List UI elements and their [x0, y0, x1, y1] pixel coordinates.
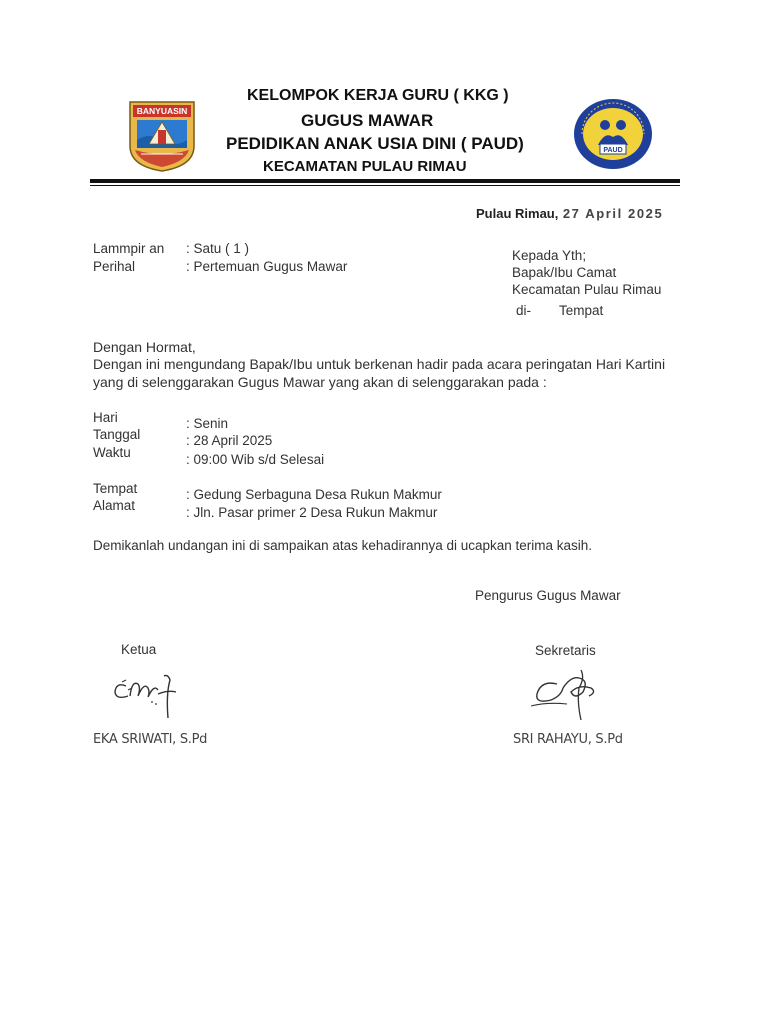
group-name: GUGUS MAWAR — [301, 111, 434, 130]
date-value: 27 April 2025 — [562, 206, 664, 221]
sekretaris-signature — [527, 666, 607, 722]
logo-left-text: BANYUASIN — [136, 106, 188, 116]
waktu-label: Waktu — [93, 445, 131, 460]
ketua-label: Ketua — [121, 642, 157, 657]
perihal-value: : Pertemuan Gugus Mawar — [186, 259, 348, 274]
greeting: Dengan Hormat, — [93, 339, 196, 355]
perihal-label: Perihal — [93, 259, 136, 274]
logo-right-text: PAUD — [603, 147, 623, 154]
alamat-value: : Jln. Pasar primer 2 Desa Rukun Makmur — [186, 505, 438, 520]
sekretaris-name: SRI RAHAYU, S.Pd — [513, 732, 623, 747]
banyuasin-logo — [127, 100, 197, 172]
intro-line-2: yang di selenggarakan Gugus Mawar yang akan di selenggarakan pada : — [93, 374, 547, 390]
sekretaris-label: Sekretaris — [535, 643, 596, 658]
letter-date — [476, 205, 663, 223]
header-rule-thin — [90, 185, 680, 186]
tempat-label: Tempat — [93, 481, 138, 496]
recipient-salutation: Kepada Yth; — [512, 248, 587, 263]
hari-value: : Senin — [186, 416, 229, 431]
recipient-title: Bapak/Ibu Camat — [512, 265, 617, 280]
recipient-di: di- — [516, 303, 532, 318]
waktu-value: : 09:00 Wib s/d Selesai — [186, 452, 325, 467]
intro-line-1: Dengan ini mengundang Bapak/Ibu untuk berkenan hadir pada acara peringatan Hari Kartini — [93, 356, 666, 372]
ketua-name: EKA SRIWATI, S.Pd — [93, 732, 208, 747]
tanggal-label: Tanggal — [93, 427, 141, 442]
paud-logo — [572, 97, 654, 171]
date-place: Pulau Rimau, — [476, 206, 559, 221]
ketua-signature — [108, 670, 188, 722]
lampiran-label: Lammpir an — [93, 241, 165, 256]
pengurus-label: Pengurus Gugus Mawar — [475, 588, 621, 603]
header-rule — [90, 179, 680, 183]
alamat-label: Alamat — [93, 498, 136, 513]
org-title: KELOMPOK KERJA GURU ( KKG ) — [247, 87, 509, 104]
tempat-value: : Gedung Serbaguna Desa Rukun Makmur — [186, 487, 442, 502]
closing-sentence: Demikanlah undangan ini di sampaikan atas kehadirannya di ucapkan terima kasih. — [93, 538, 593, 553]
tanggal-value: : 28 April 2025 — [186, 433, 273, 448]
recipient-office: Kecamatan Pulau Rimau — [512, 282, 662, 297]
recipient-tempat: Tempat — [559, 303, 604, 318]
hari-label: Hari — [93, 410, 118, 425]
district-name: KECAMATAN PULAU RIMAU — [263, 158, 467, 175]
lampiran-value: : Satu ( 1 ) — [186, 241, 250, 256]
paud-title: PEDIDIKAN ANAK USIA DINI ( PAUD) — [226, 134, 524, 153]
